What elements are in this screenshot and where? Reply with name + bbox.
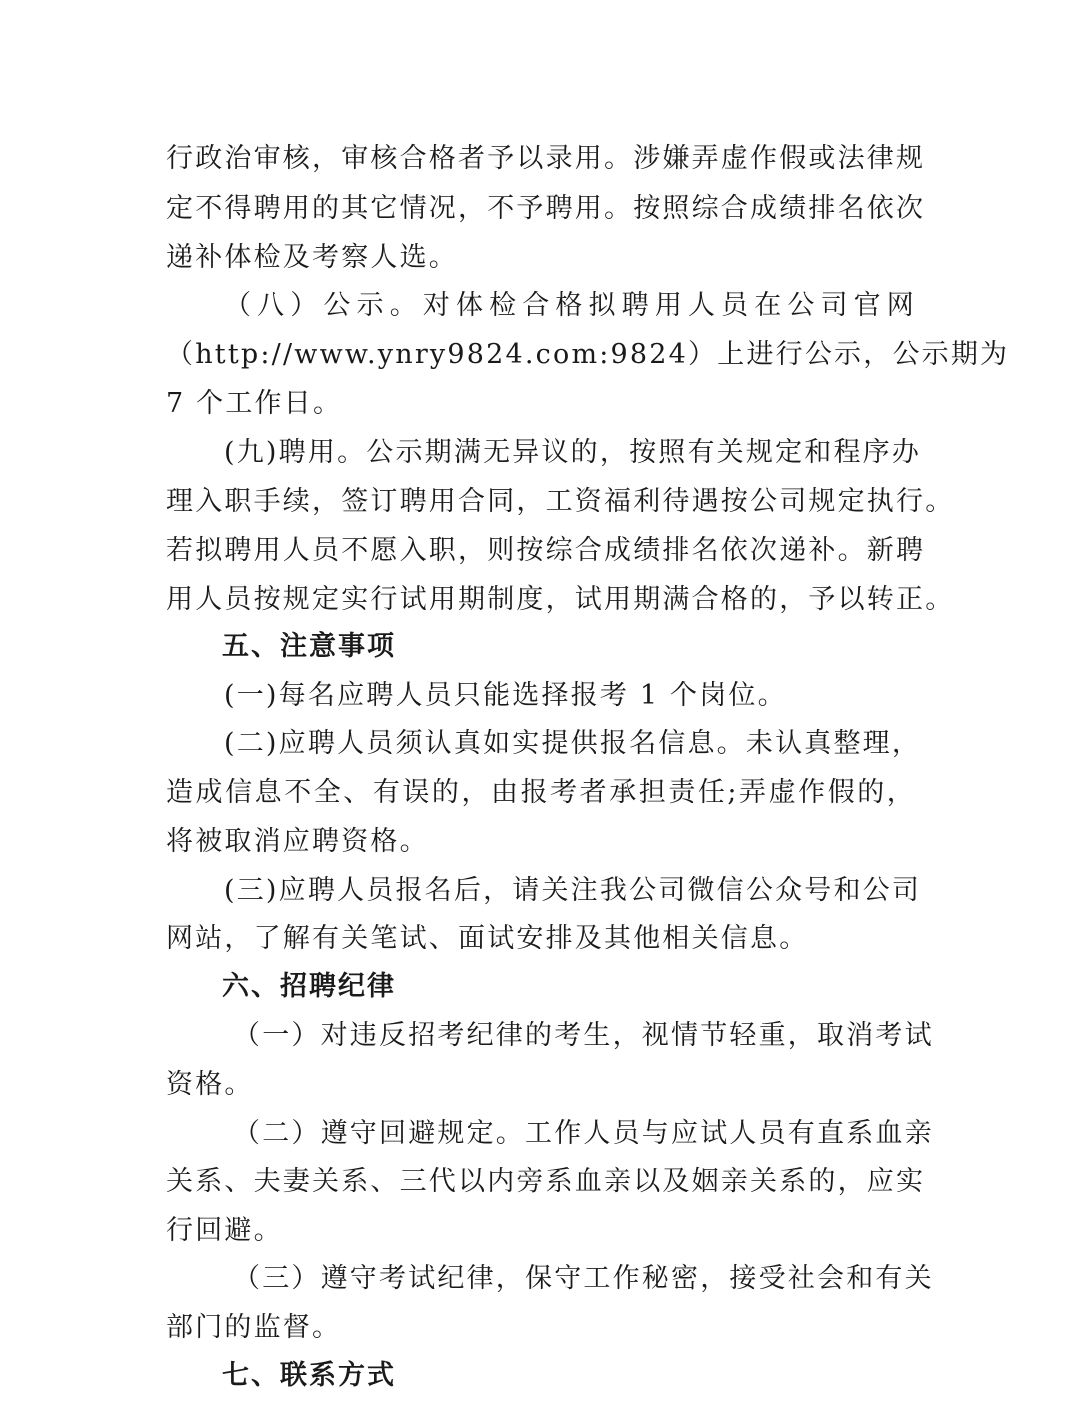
paragraph-line: (一)每名应聘人员只能选择报考 1 个岗位。: [224, 680, 787, 711]
paragraph-line: 网站，了解有关笔试、面试安排及其他相关信息。: [166, 923, 809, 954]
paragraph-line: （二）遵守回避规定。工作人员与应试人员有直系血亲: [233, 1118, 934, 1149]
paragraph-line: (三)应聘人员报名后，请关注我公司微信公众号和公司: [224, 875, 922, 906]
paragraph-line: 资格。: [166, 1069, 254, 1100]
paragraph-line: 若拟聘用人员不愿入职，则按综合成绩排名依次递补。新聘: [166, 535, 926, 566]
paragraph-line: （八）公示。对体检合格拟聘用人员在公司官网: [224, 290, 916, 321]
paragraph-line: (九)聘用。公示期满无异议的，按照有关规定和程序办: [224, 437, 922, 468]
section-heading: 七、联系方式: [222, 1360, 396, 1391]
paragraph-line: 行回避。: [166, 1215, 283, 1246]
paragraph-line: (二)应聘人员须认真如实提供报名信息。未认真整理，: [224, 728, 922, 759]
paragraph-line: 关系、夫妻关系、三代以内旁系血亲以及姻亲关系的，应实: [166, 1166, 926, 1197]
paragraph-line: 理入职手续，签订聘用合同，工资福利待遇按公司规定执行。: [166, 486, 955, 517]
paragraph-line: 递补体检及考察人选。: [166, 242, 458, 273]
paragraph-line: 7 个工作日。: [166, 388, 343, 419]
paragraph-line: （一）对违反招考纪律的考生，视情节轻重，取消考试: [233, 1020, 934, 1051]
paragraph-line: 部门的监督。: [166, 1312, 342, 1343]
paragraph-line: 行政治审核，审核合格者予以录用。涉嫌弄虚作假或法律规: [166, 143, 926, 174]
paragraph-line: （http://www.ynry9824.com:9824）上进行公示，公示期为: [166, 339, 1010, 370]
paragraph-line: 造成信息不全、有误的，由报考者承担责任;弄虚作假的，: [166, 777, 916, 808]
paragraph-line: 用人员按规定实行试用期制度，试用期满合格的，予以转正。: [166, 584, 955, 615]
section-heading: 五、注意事项: [222, 631, 396, 662]
paragraph-line: 将被取消应聘资格。: [166, 826, 429, 857]
section-heading: 六、招聘纪律: [222, 971, 396, 1002]
paragraph-line: （三）遵守考试纪律，保守工作秘密，接受社会和有关: [233, 1263, 934, 1294]
paragraph-line: 定不得聘用的其它情况，不予聘用。按照综合成绩排名依次: [166, 193, 926, 224]
